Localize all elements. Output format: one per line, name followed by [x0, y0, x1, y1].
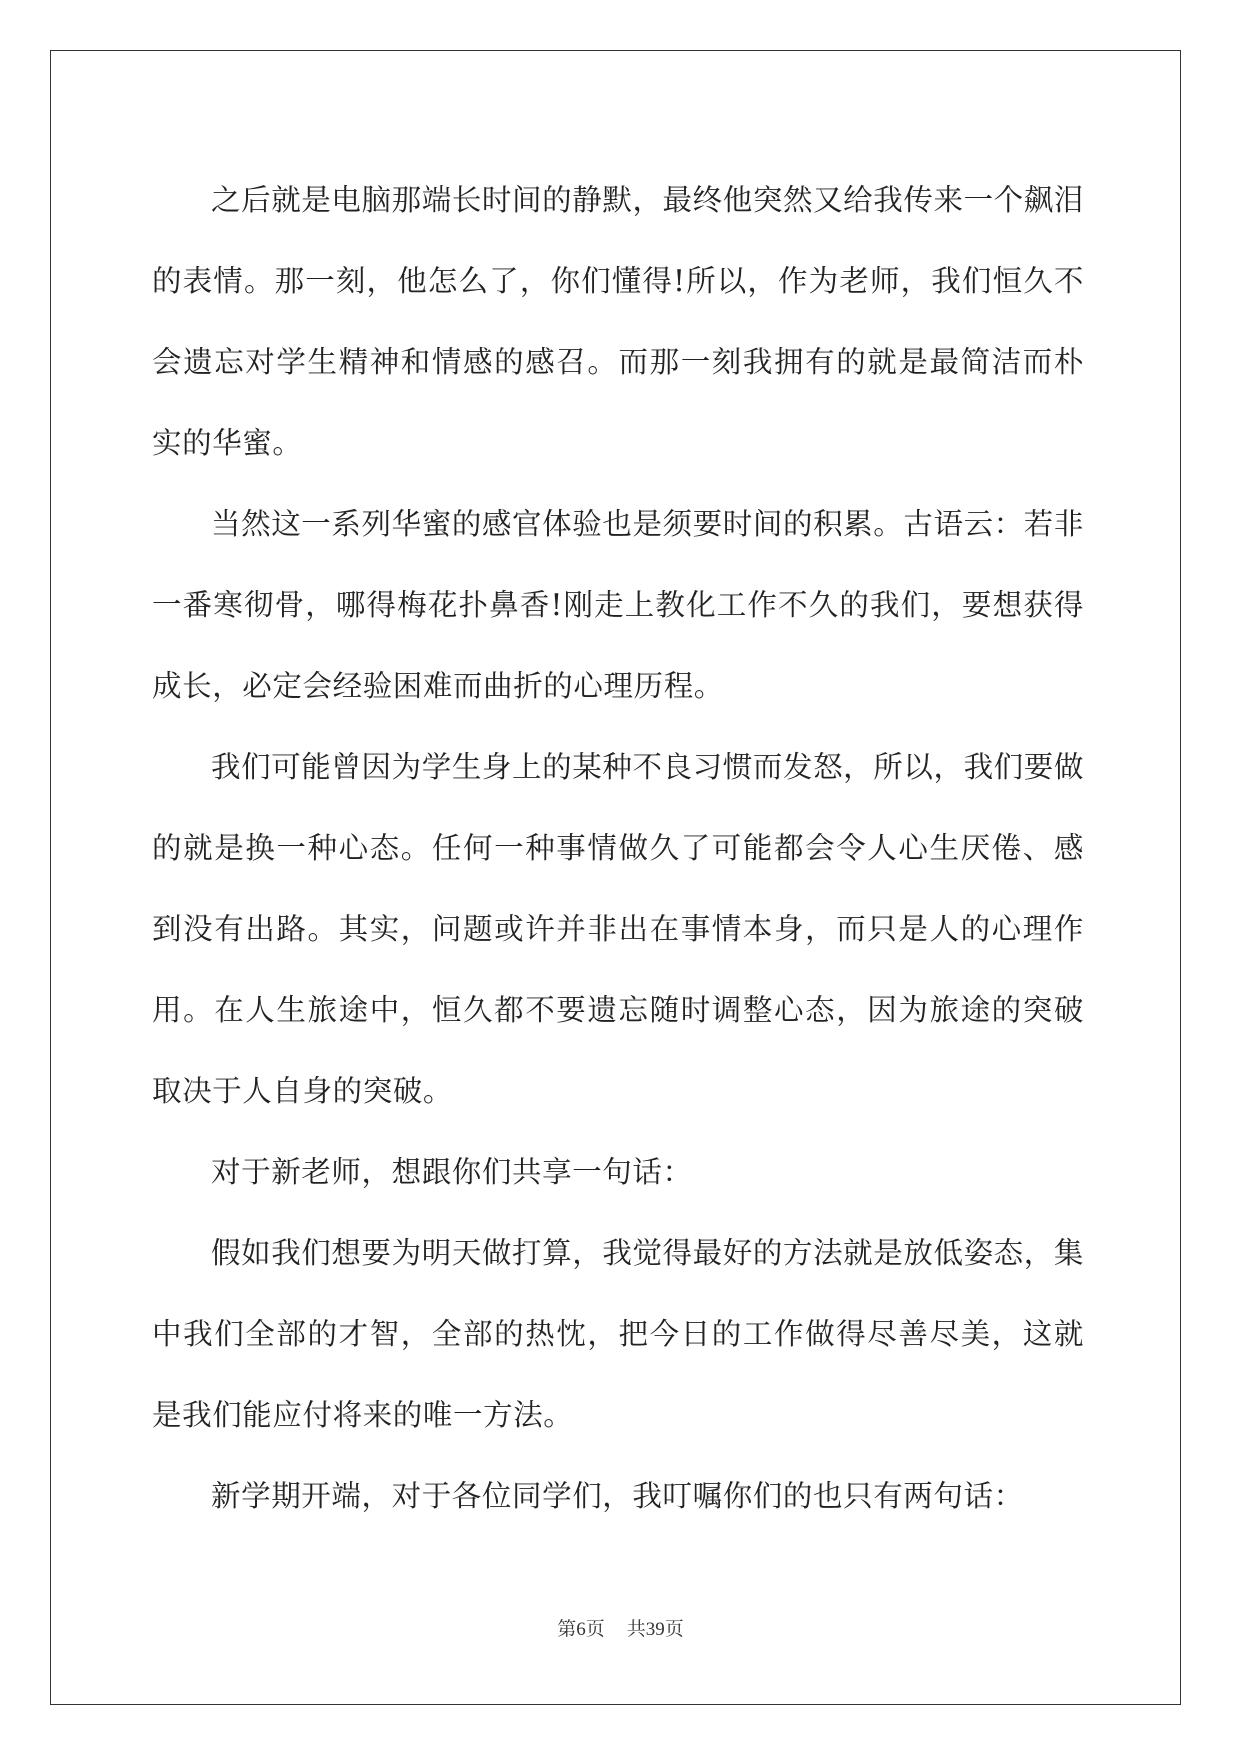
document-body	[152, 160, 1084, 1537]
paragraph-3: 我们可能曾因为学生身上的某种不良习惯而发怒，所以，我们要做的就是换一种心态。任何一种事情做久了可能都会令人心生厌倦、感到没有出路。其实，问题或许并非出在事情本身，而只是人的心理作用。在人生旅途中，恒久都不要遗忘随时调整心态，因为旅途的突破取决于人自身的突破。	[152, 750, 1084, 1108]
total-pages: 39	[645, 1619, 665, 1640]
page-suffix: 页	[585, 1618, 605, 1640]
paragraph-2: 当然这一系列华蜜的感官体验也是须要时间的积累。古语云：若非一番寒彻骨，哪得梅花扑鼻香!刚走上教化工作不久的我们，要想获得成长，必定会经验困难而曲折的心理历程。	[152, 507, 1084, 703]
page-prefix: 第	[557, 1618, 577, 1640]
page-number: 6	[576, 1619, 586, 1640]
paragraph-5: 假如我们想要为明天做打算，我觉得最好的方法就是放低姿态，集中我们全部的才智，全部的热忱，把今日的工作做得尽善尽美，这就是我们能应付将来的唯一方法。	[152, 1236, 1084, 1432]
total-prefix: 共	[626, 1618, 646, 1640]
paragraph-6: 新学期开端，对于各位同学们，我叮嘱你们的也只有两句话：	[211, 1479, 1024, 1513]
page-footer	[0, 1614, 1241, 1641]
total-suffix: 页	[664, 1618, 684, 1640]
paragraph-1: 之后就是电脑那端长时间的静默，最终他突然又给我传来一个飙泪的表情。那一刻，他怎么了，你们懂得!所以，作为老师，我们恒久不会遗忘对学生精神和情感的感召。而那一刻我拥有的就是最简洁而朴实的华蜜。	[152, 183, 1084, 460]
paragraph-4: 对于新老师，想跟你们共享一句话：	[211, 1155, 693, 1189]
